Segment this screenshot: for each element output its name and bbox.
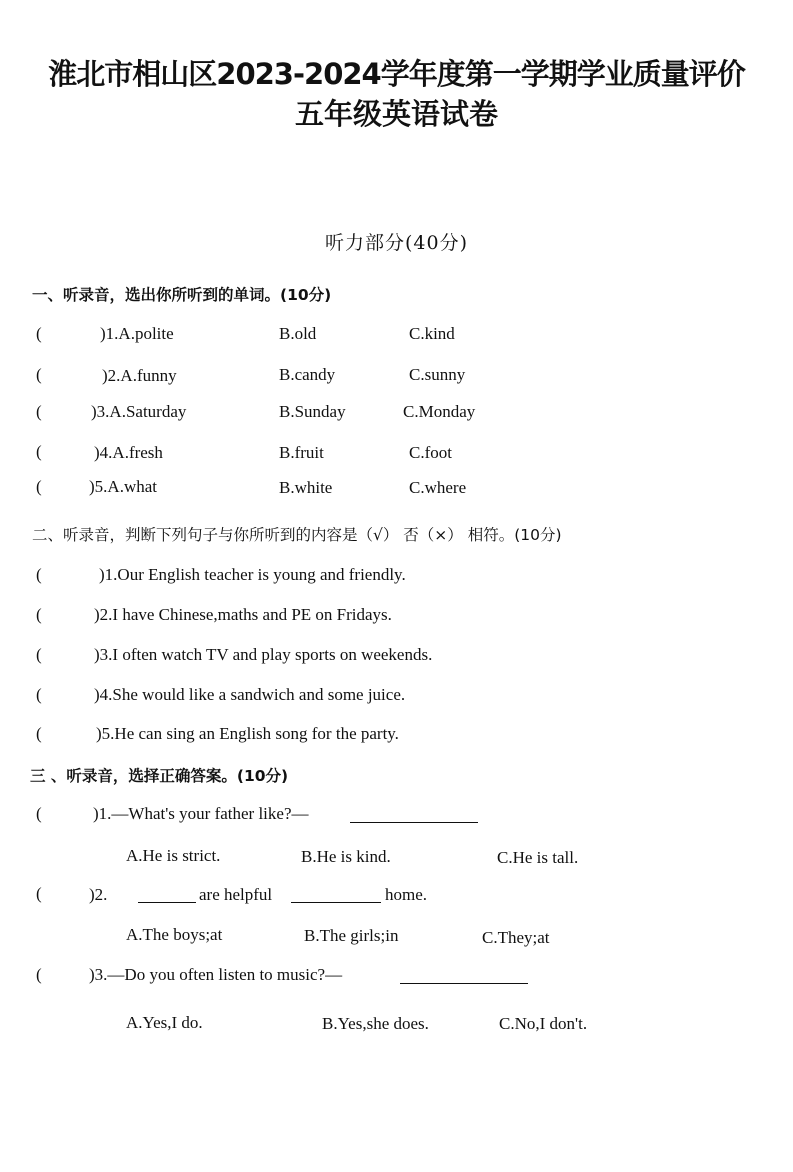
question-stem: )3.—Do you often listen to music?— [89,965,343,984]
statement: )3.I often watch TV and play sports on weekends. [94,645,433,664]
answer-blank[interactable] [291,888,381,903]
option-b: B.He is kind. [301,847,391,866]
option-b: B.fruit [279,443,324,462]
question-number: )2. [89,885,108,904]
option-c: C.Monday [403,402,476,421]
option-c: C.foot [409,443,452,462]
answer-paren[interactable]: ( [36,442,42,461]
option-a: )3.A.Saturday [91,402,187,421]
section3-heading: 三 、听录音，选择正确答案。(10分) [30,767,289,785]
option-c: C.where [409,478,467,497]
answer-paren[interactable]: ( [36,724,42,743]
answer-paren[interactable]: ( [36,324,42,343]
option-a: )1.A.polite [100,324,174,343]
question-end: home. [385,885,428,904]
answer-paren[interactable]: ( [36,965,42,984]
option-a: A.The boys;at [126,925,223,944]
option-a: )5.A.what [89,477,157,496]
option-b: B.Yes,she does. [322,1014,429,1033]
exam-title: 淮北市相山区2023-2024学年度第一学期学业质量评价 [48,57,745,91]
option-c: C.No,I don't. [499,1014,588,1033]
answer-paren[interactable]: ( [36,685,42,704]
statement: )5.He can sing an English song for the party. [96,724,399,743]
statement: )4.She would like a sandwich and some juice. [94,685,406,704]
answer-blank[interactable] [350,808,478,823]
answer-blank[interactable] [138,888,196,903]
option-c: C.He is tall. [497,848,579,867]
question-mid: are helpful [199,885,273,904]
option-a: )2.A.funny [102,366,177,385]
option-b: B.Sunday [279,402,346,421]
answer-paren[interactable]: ( [36,605,42,624]
answer-paren[interactable]: ( [36,884,42,903]
option-a: A.He is strict. [126,846,221,865]
answer-paren[interactable]: ( [36,477,42,496]
question-stem: )1.—What's your father like?— [93,804,309,823]
answer-paren[interactable]: ( [36,365,42,384]
option-b: B.candy [279,365,336,384]
part-title: 听力部分(40分) [324,232,468,254]
option-b: B.white [279,478,333,497]
answer-paren[interactable]: ( [36,804,42,823]
statement: )1.Our English teacher is young and friendly. [99,565,406,584]
option-c: C.sunny [409,365,466,384]
option-b: B.The girls;in [304,926,399,945]
answer-paren[interactable]: ( [36,645,42,664]
answer-paren[interactable]: ( [36,565,42,584]
option-a: )4.A.fresh [94,443,163,462]
option-c: C.They;at [482,928,550,947]
option-a: A.Yes,I do. [126,1013,203,1032]
section2-heading: 二、听录音，判断下列句子与你所听到的内容是（√） 否（×） 相符。(10分) [32,526,562,544]
option-b: B.old [279,324,317,343]
exam-subtitle: 五年级英语试卷 [294,97,498,131]
statement: )2.I have Chinese,maths and PE on Fridays. [94,605,392,624]
option-c: C.kind [409,324,455,343]
answer-paren[interactable]: ( [36,402,42,421]
section1-heading: 一、听录音，选出你所听到的单词。(10分) [32,286,332,304]
answer-blank[interactable] [400,969,528,984]
